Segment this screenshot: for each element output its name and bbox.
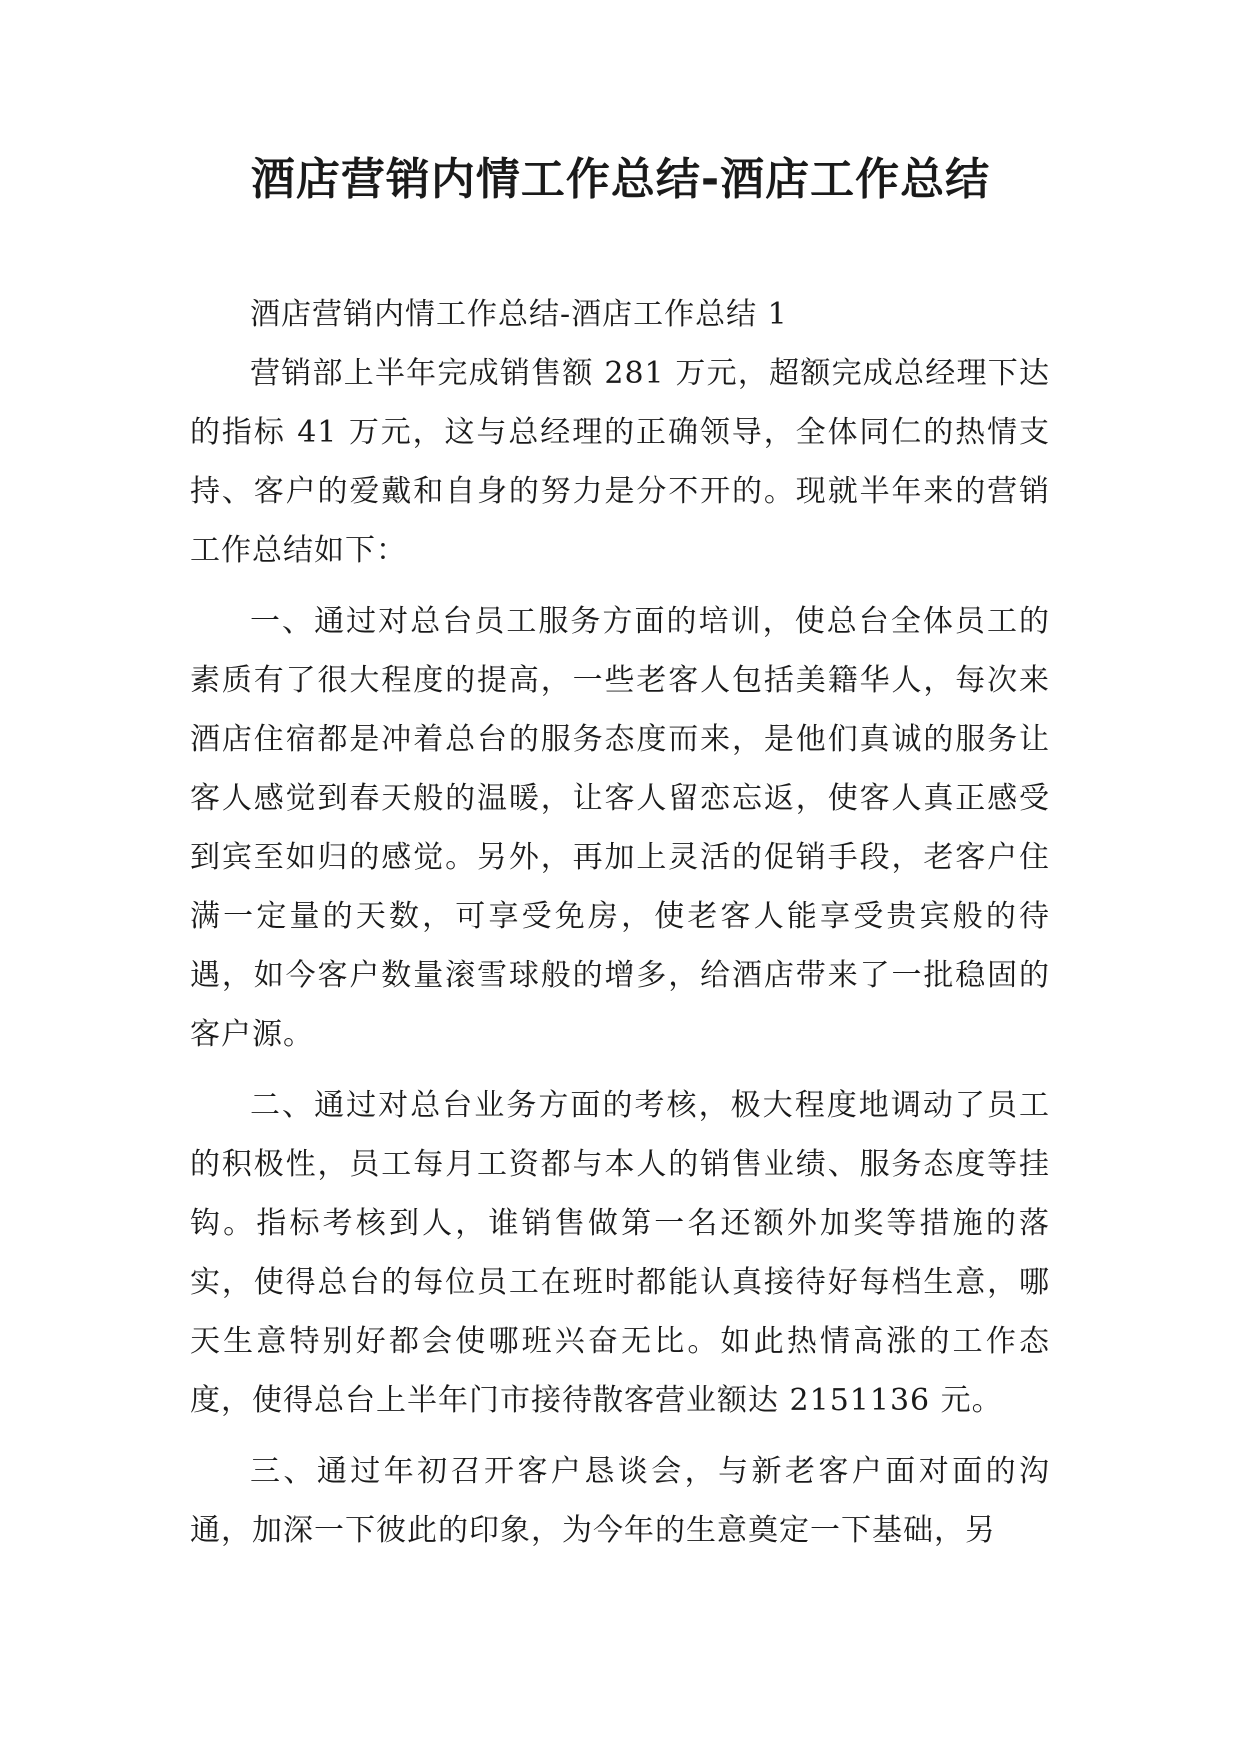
document-body: [190, 285, 1050, 1560]
paragraph-2: 二、通过对总台业务方面的考核，极大程度地调动了员工的积极性，员工每月工资都与本人的销售业绩、服务态度等挂钩。指标考核到人，谁销售做第一名还额外加奖等措施的落实，使得总台的每位员工在班时都能认真接待好每档生意，哪天生意特别好都会使哪班兴奋无比。如此热情高涨的工作态度，使得总台上半年门市接待散客营业额达 2151136 元。: [190, 1088, 1050, 1418]
paragraph-3: 三、通过年初召开客户恳谈会，与新老客户面对面的沟通，加深一下彼此的印象，为今年的生意奠定一下基础，另: [190, 1454, 1050, 1548]
paragraph-1: 一、通过对总台员工服务方面的培训，使总台全体员工的素质有了很大程度的提高，一些老客人包括美籍华人，每次来酒店住宿都是冲着总台的服务态度而来，是他们真诚的服务让客人感觉到春天般的温暖，让客人留恋忘返，使客人真正感受到宾至如归的感觉。另外，再加上灵活的促销手段，老客户住满一定量的天数，可享受免房，使老客人能享受贵宾般的待遇，如今客户数量滚雪球般的增多，给酒店带来了一批稳固的客户源。: [190, 604, 1050, 1052]
document-title: 酒店营销内情工作总结-酒店工作总结: [250, 154, 991, 205]
paragraph-intro: 营销部上半年完成销售额 281 万元，超额完成总经理下达的指标 41 万元，这与总经理的正确领导，全体同仁的热情支持、客户的爱戴和自身的努力是分不开的。现就半年来的营销工作总结如下：: [190, 356, 1050, 568]
section-subtitle: 酒店营销内情工作总结-酒店工作总结 1: [250, 297, 788, 332]
